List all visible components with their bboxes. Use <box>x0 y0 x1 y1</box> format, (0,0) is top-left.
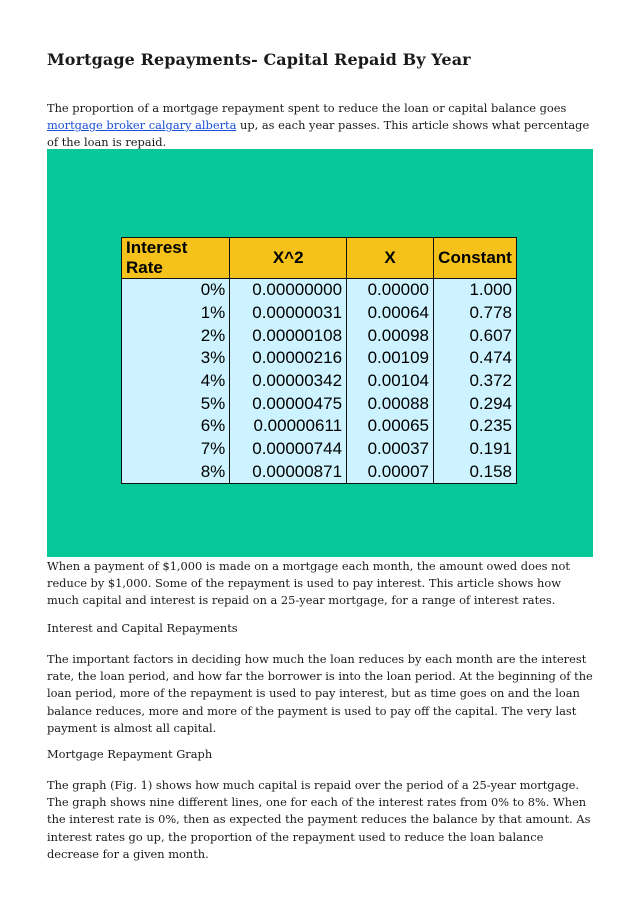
constant-cell: 0.372 <box>434 370 517 393</box>
table-row <box>122 302 517 325</box>
table-header-row <box>122 238 517 279</box>
rate-cell: 1% <box>122 302 230 325</box>
rate-cell: 2% <box>122 324 230 347</box>
constant-cell: 0.191 <box>434 438 517 461</box>
x-cell: 0.00104 <box>347 370 434 393</box>
page-title: Mortgage Repayments- Capital Repaid By Year <box>47 50 471 69</box>
rate-cell: 8% <box>122 461 230 484</box>
mortgage-broker-link[interactable]: mortgage broker calgary alberta <box>47 118 237 133</box>
constant-cell: 0.607 <box>434 324 517 347</box>
constant-cell: 0.235 <box>434 415 517 438</box>
x-squared-cell: 0.00000475 <box>230 392 347 415</box>
column-header: X <box>347 238 434 279</box>
section-heading-interest-capital: Interest and Capital Repayments <box>47 621 238 635</box>
rate-cell: 3% <box>122 347 230 370</box>
x-squared-cell: 0.00000108 <box>230 324 347 347</box>
table-body <box>122 279 517 484</box>
intro-paragraph <box>47 100 593 152</box>
column-header: X^2 <box>230 238 347 279</box>
rate-cell: 5% <box>122 392 230 415</box>
intro-text-start: The proportion of a mortgage repayment spent to reduce the loan or capital balance goes <box>47 101 567 115</box>
x-cell: 0.00007 <box>347 461 434 484</box>
constant-cell: 0.158 <box>434 461 517 484</box>
x-squared-cell: 0.00000871 <box>230 461 347 484</box>
x-squared-cell: 0.00000031 <box>230 302 347 325</box>
constant-cell: 0.474 <box>434 347 517 370</box>
x-cell: 0.00098 <box>347 324 434 347</box>
constant-cell: 0.778 <box>434 302 517 325</box>
intro-text-end: up, as each year passes. This article shows what percentage of the loan is repaid. <box>47 118 590 150</box>
x-cell: 0.00000 <box>347 279 434 302</box>
table-row <box>122 279 517 302</box>
paragraph-graph-description: The graph (Fig. 1) shows how much capital is repaid over the period of a 25-year mortgage. The graph shows nine different lines, one for each of the interest rates from 0% to 8%. When the interest rate is 0%, then as expected the payment reduces the balance by that amount. As interest rates go up, the proportion of the repayment used to reduce the loan balance decrease for a given month. <box>47 778 591 861</box>
column-header: Constant <box>434 238 517 279</box>
rate-cell: 0% <box>122 279 230 302</box>
constant-cell: 0.294 <box>434 392 517 415</box>
x-cell: 0.00037 <box>347 438 434 461</box>
rate-cell: 6% <box>122 415 230 438</box>
table-row <box>122 370 517 393</box>
x-squared-cell: 0.00000342 <box>230 370 347 393</box>
rate-cell: 4% <box>122 370 230 393</box>
column-header: Interest Rate <box>122 238 230 279</box>
x-cell: 0.00088 <box>347 392 434 415</box>
x-cell: 0.00065 <box>347 415 434 438</box>
section-heading-repayment-graph: Mortgage Repayment Graph <box>47 747 213 761</box>
table-row <box>122 392 517 415</box>
table-row <box>122 438 517 461</box>
table-row <box>122 461 517 484</box>
rate-cell: 7% <box>122 438 230 461</box>
rate-table <box>121 237 517 484</box>
x-squared-cell: 0.00000000 <box>230 279 347 302</box>
table-row <box>122 324 517 347</box>
rate-table-figure <box>47 149 593 557</box>
x-squared-cell: 0.00000744 <box>230 438 347 461</box>
x-squared-cell: 0.00000216 <box>230 347 347 370</box>
x-cell: 0.00109 <box>347 347 434 370</box>
table-row <box>122 415 517 438</box>
x-cell: 0.00064 <box>347 302 434 325</box>
paragraph-repayment-intro: When a payment of $1,000 is made on a mortgage each month, the amount owed does not reduce by $1,000. Some of the repayment is used to pay interest. This article shows how much capital and interest is repaid on a 25-year mortgage, for a range of interest rates. <box>47 559 570 608</box>
x-squared-cell: 0.00000611 <box>230 415 347 438</box>
paragraph-important-factors: The important factors in deciding how much the loan reduces by each month are the interest rate, the loan period, and how far the borrower is into the loan period. At the beginning of the loan period, more of the repayment is used to pay interest, but as time goes on and the loan balance reduces, more and more of the payment is used to pay off the capital. The very last payment is almost all capital. <box>47 652 593 735</box>
table-row <box>122 347 517 370</box>
constant-cell: 1.000 <box>434 279 517 302</box>
